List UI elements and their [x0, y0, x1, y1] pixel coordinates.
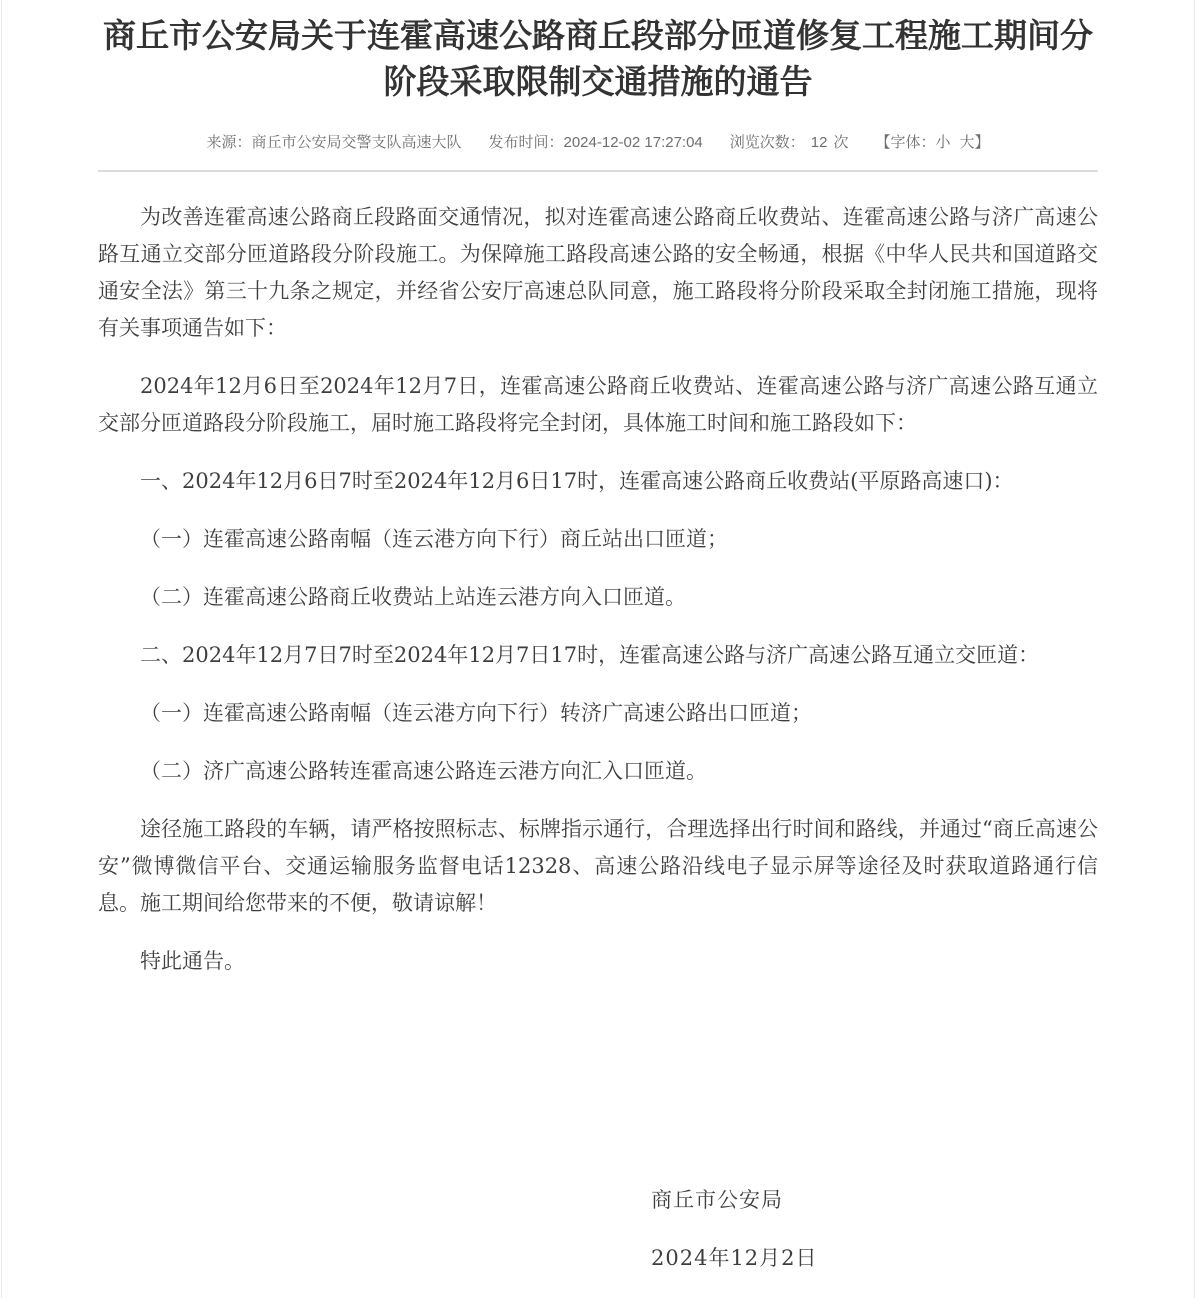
- notice-paragraph-advice: 途径施工路段的车辆，请严格按照标志、标牌指示通行，合理选择出行时间和路线，并通过“商丘高速公安”微博微信平台、交通运输服务监督电话12328、高速公路沿线电子显示屏等途径及时获取道路通行信息。施工期间给您带来的不便，敬请谅解！: [98, 817, 1098, 915]
- notice-item-1: 一、2024年12月6日7时至2024年12月6日17时，连霍高速公路商丘收费站(平原路高速口)：: [140, 469, 1014, 493]
- meta-publish-value: 2024-12-02 17:27:04: [563, 134, 703, 151]
- font-size-control: [876, 132, 990, 153]
- notice-item-2-sub-2: （二）济广高速公路转连霍高速公路连云港方向汇入口匝道。: [140, 759, 707, 783]
- meta-publish-label: 发布时间：: [488, 134, 564, 151]
- article-meta-bar: [98, 132, 1098, 153]
- meta-source-label: 来源：: [206, 134, 252, 151]
- notice-paragraph-intro: 为改善连霍高速公路商丘段路面交通情况，拟对连霍高速公路商丘收费站、连霍高速公路与济广高速公路互通立交部分匝道路段分阶段施工。为保障施工路段高速公路的安全畅通，根据《中华人民共和国道路交通安全法》第三十九条之规定，并经省公安厅高速总队同意，施工路段将分阶段采取全封闭施工措施，现将有关事项通告如下：: [98, 205, 1098, 340]
- notice-paragraph-closing: 特此通告。: [140, 949, 245, 973]
- font-size-large-button[interactable]: 大: [959, 134, 975, 151]
- meta-views-unit: 次: [833, 134, 849, 151]
- notice-item-2: 二、2024年12月7日7时至2024年12月7日17时，连霍高速公路与济广高速公路互通立交匝道：: [140, 643, 1040, 667]
- page-title: 商丘市公安局关于连霍高速公路商丘段部分匝道修复工程施工期间分阶段采取限制交通措施的通告: [103, 17, 1093, 100]
- font-size-label-open: 【字体：: [875, 134, 936, 151]
- signature-block: [98, 1182, 1098, 1277]
- notice-item-2-sub-1: （一）连霍高速公路南幅（连云港方向下行）转济广高速公路出口匝道；: [140, 701, 812, 725]
- notice-item-1-sub-1: （一）连霍高速公路南幅（连云港方向下行）商丘站出口匝道；: [140, 527, 728, 551]
- meta-source: [206, 132, 461, 153]
- meta-views-count: 12: [810, 134, 828, 151]
- meta-source-value: 商丘市公安局交警支队高速大队: [251, 134, 462, 151]
- signature-date: 2024年12月2日: [651, 1246, 818, 1270]
- meta-views: [730, 132, 849, 153]
- meta-publish-time: [488, 132, 702, 153]
- font-size-label-close: 】: [974, 134, 990, 151]
- divider: [98, 170, 1098, 172]
- notice-paragraph-schedule: 2024年12月6日至2024年12月7日，连霍高速公路商丘收费站、连霍高速公路与济广高速公路互通立交部分匝道路段分阶段施工，届时施工路段将完全封闭，具体施工时间和施工路段如下：: [98, 374, 1098, 435]
- notice-content: [98, 0, 1098, 1277]
- notice-page: [1, 0, 1195, 1298]
- signature-org: 商丘市公安局: [651, 1188, 783, 1212]
- font-size-small-button[interactable]: 小: [935, 134, 951, 151]
- notice-item-1-sub-2: （二）连霍高速公路商丘收费站上站连云港方向入口匝道。: [140, 585, 686, 609]
- notice-body: [98, 199, 1098, 1277]
- meta-views-label: 浏览次数：: [729, 134, 805, 151]
